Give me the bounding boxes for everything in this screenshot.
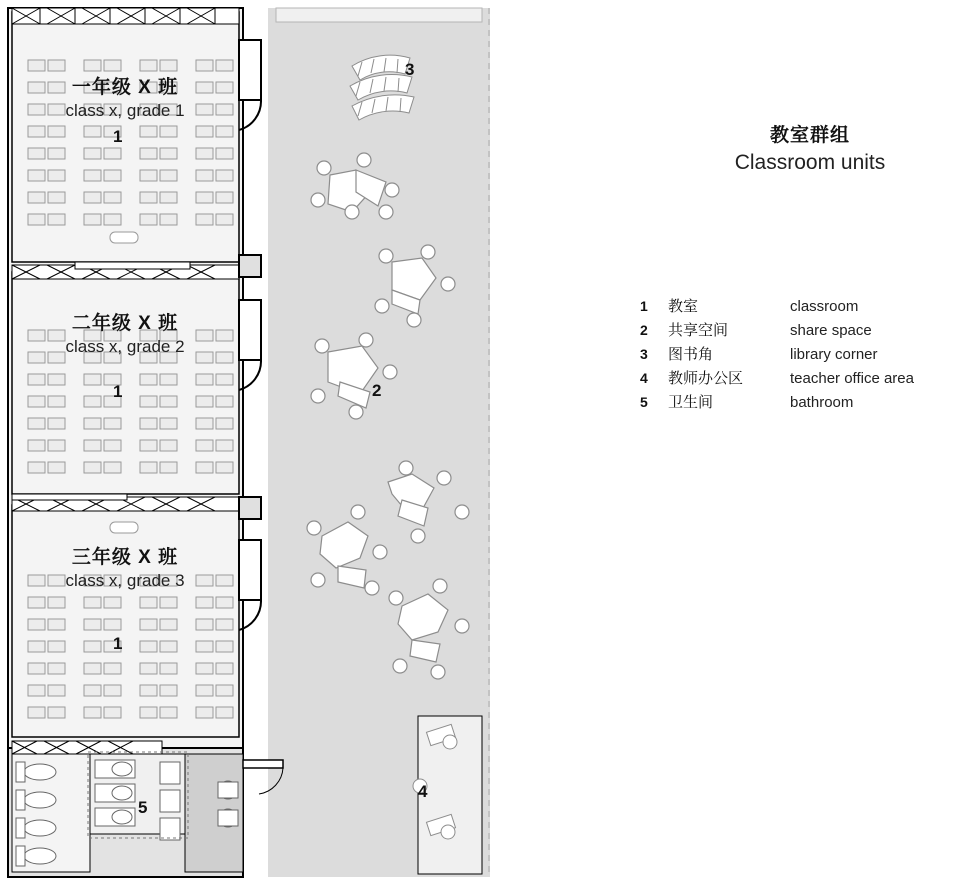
legend-title-cn: 教室群组 <box>769 125 850 146</box>
marker-teacher-office: 4 <box>418 782 428 801</box>
room-label-grade2 <box>15 308 235 357</box>
corridor-top-strip <box>276 8 482 22</box>
legend-item-number: 3 <box>640 346 648 362</box>
legend-item-en: share space <box>790 322 872 339</box>
legend-item-number: 1 <box>640 298 648 314</box>
room-label-en: class x, grade 2 <box>65 337 185 356</box>
legend-item <box>640 391 980 411</box>
legend-item-number: 4 <box>640 370 648 386</box>
room-label-en: class x, grade 1 <box>65 101 185 120</box>
legend-item-cn: 教室 <box>668 298 699 315</box>
legend-item-cn: 共享空间 <box>668 322 729 339</box>
legend-item-number: 2 <box>640 322 648 338</box>
marker-bathroom: 5 <box>138 798 148 817</box>
legend-list <box>640 295 980 411</box>
legend-item-en: classroom <box>790 298 859 315</box>
legend-item-en: library corner <box>790 346 878 363</box>
marker-library-corner: 3 <box>405 60 415 79</box>
legend-item-cn: 图书角 <box>668 346 714 363</box>
legend-title-en: Classroom units <box>734 151 886 174</box>
room-label-en: class x, grade 3 <box>65 571 185 590</box>
room-label-grade1 <box>15 72 235 121</box>
legend-panel <box>640 120 980 415</box>
legend-item <box>640 367 980 387</box>
legend-item <box>640 295 980 315</box>
legend-item-cn: 卫生间 <box>668 394 714 411</box>
marker-classroom-1: 1 <box>113 127 123 146</box>
marker-classroom-2: 1 <box>113 382 123 401</box>
room-label-cn: 三年级 X 班 <box>71 547 179 568</box>
room-label-cn: 二年级 X 班 <box>71 313 179 334</box>
room-label-cn: 一年级 X 班 <box>71 77 179 98</box>
legend-item <box>640 343 980 363</box>
room-label-grade3 <box>15 542 235 591</box>
legend-item <box>640 319 980 339</box>
legend-item-en: teacher office area <box>790 370 914 387</box>
legend-item-number: 5 <box>640 394 648 410</box>
marker-classroom-3: 1 <box>113 634 123 653</box>
doors <box>239 40 261 630</box>
legend-item-en: bathroom <box>790 394 854 411</box>
marker-share-space: 2 <box>372 381 382 400</box>
legend-item-cn: 教师办公区 <box>668 370 744 387</box>
